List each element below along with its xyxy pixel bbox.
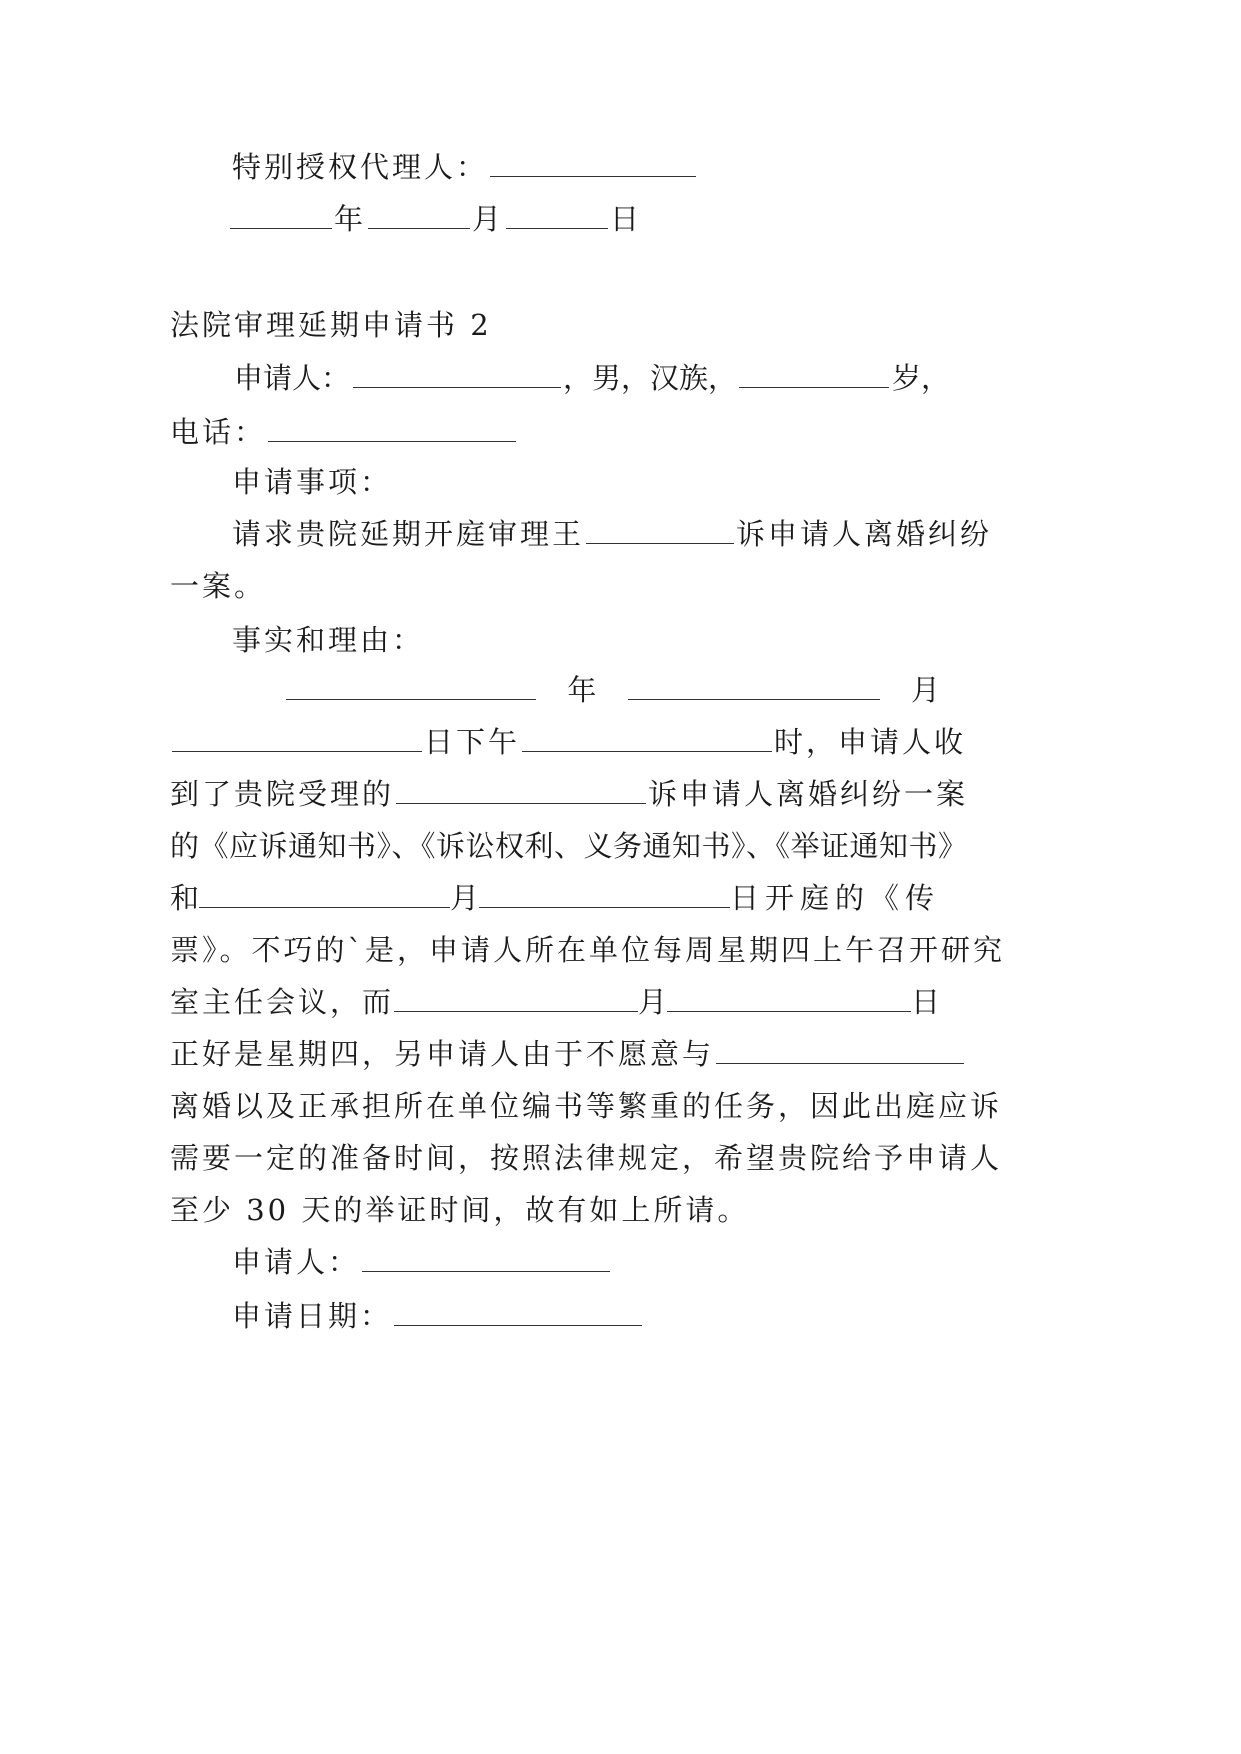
month-label: 月 xyxy=(472,202,505,236)
signature-applicant-label: 申请人： xyxy=(232,1245,361,1279)
agent-label: 特别授权代理人： xyxy=(232,150,489,184)
facts-day3-blank xyxy=(667,985,911,1012)
facts-plaintiff-blank xyxy=(396,777,646,804)
agent-blank xyxy=(490,150,696,177)
facts-line-6 xyxy=(170,930,1005,970)
signature-date-label: 申请日期： xyxy=(232,1299,393,1333)
facts-line-9 xyxy=(170,1086,1002,1126)
signature-date-blank xyxy=(394,1299,642,1326)
request-cont: 一案。 xyxy=(170,569,267,603)
date-line xyxy=(228,199,642,239)
document-title xyxy=(170,305,492,345)
request-line xyxy=(232,514,992,554)
year-label: 年 xyxy=(334,202,367,236)
facts-month3: 月 xyxy=(637,985,667,1019)
facts-afternoon: 日下午 xyxy=(424,725,521,759)
applicant-label: 申请人： xyxy=(234,361,351,395)
request-pre: 请求贵院延期开庭审理王 xyxy=(232,517,585,551)
facts-month2: 月 xyxy=(449,881,479,915)
matters-heading xyxy=(232,462,392,502)
applicant-line xyxy=(234,358,950,398)
phone-blank xyxy=(268,415,516,442)
day-blank xyxy=(506,202,608,229)
facts-heading xyxy=(232,620,424,660)
facts-year-blank xyxy=(286,673,536,700)
request-post: 诉申请人离婚纠纷 xyxy=(736,517,993,551)
facts-thursday: 正好是星期四，另申请人由于不愿意与 xyxy=(170,1037,715,1071)
facts-hour-blank xyxy=(522,725,772,752)
facts-received: 时，申请人收 xyxy=(774,725,967,759)
facts-year: 年 xyxy=(567,673,597,707)
facts-month: 月 xyxy=(910,673,940,707)
facts-prepare: 需要一定的准备时间，按照法律规定，希望贵院给予申请人 xyxy=(170,1141,1003,1175)
facts-spouse-blank xyxy=(716,1037,964,1064)
applicant-age-suffix: 岁， xyxy=(891,361,950,395)
facts-accepted-pre: 到了贵院受理的 xyxy=(170,777,395,811)
facts-meeting-pre: 室主任会议，而 xyxy=(170,985,395,1019)
applicant-name-blank xyxy=(353,361,561,388)
facts-month2-blank xyxy=(199,881,450,908)
phone-label: 电话： xyxy=(170,415,267,449)
facts-line-2 xyxy=(170,722,966,762)
facts-and: 和 xyxy=(170,881,200,915)
signature-applicant-blank xyxy=(362,1245,610,1272)
plaintiff-blank xyxy=(586,517,734,544)
matters-heading-text: 申请事项： xyxy=(232,465,393,499)
phone-line xyxy=(170,412,518,452)
request-continued xyxy=(170,566,266,606)
facts-line-11 xyxy=(170,1190,749,1230)
facts-notices: 的《应诉通知书》、《诉讼权利、义务通知书》、《举证通知书》 xyxy=(170,829,968,863)
signature-applicant-line xyxy=(232,1242,612,1282)
facts-month3-blank xyxy=(394,985,638,1012)
year-blank xyxy=(230,202,332,229)
facts-month-blank xyxy=(628,673,880,700)
applicant-age-blank xyxy=(739,361,889,388)
facts-hearing: 日开庭的《传 xyxy=(729,881,940,915)
facts-line-4 xyxy=(170,826,968,866)
facts-line-10 xyxy=(170,1138,1002,1178)
facts-line-8 xyxy=(170,1034,966,1074)
signature-date-line xyxy=(232,1296,644,1336)
agent-line xyxy=(232,147,698,187)
facts-line-5 xyxy=(170,878,940,918)
facts-unlucky: 票》。不巧的`是，申请人所在单位每周星期四上午召开研究 xyxy=(170,933,1006,967)
facts-day-blank xyxy=(172,725,422,752)
title-text: 法院审理延期申请书 2 xyxy=(170,308,492,342)
facts-accepted-post: 诉申请人离婚纠纷一案 xyxy=(648,777,969,811)
facts-heading-text: 事实和理由： xyxy=(232,623,425,657)
day-label: 日 xyxy=(610,202,643,236)
facts-days: 至少 30 天的举证时间，故有如上所请。 xyxy=(170,1193,750,1227)
facts-divorce: 离婚以及正承担所在单位编书等繁重的任务，因此出庭应诉 xyxy=(170,1089,1003,1123)
facts-day2-blank xyxy=(479,881,730,908)
month-blank xyxy=(368,202,470,229)
facts-line-3 xyxy=(170,774,968,814)
facts-line-1 xyxy=(286,670,940,710)
facts-line-7 xyxy=(170,982,940,1022)
applicant-gender-ethnicity: ，男，汉族， xyxy=(562,361,737,395)
facts-day3: 日 xyxy=(910,985,940,1019)
